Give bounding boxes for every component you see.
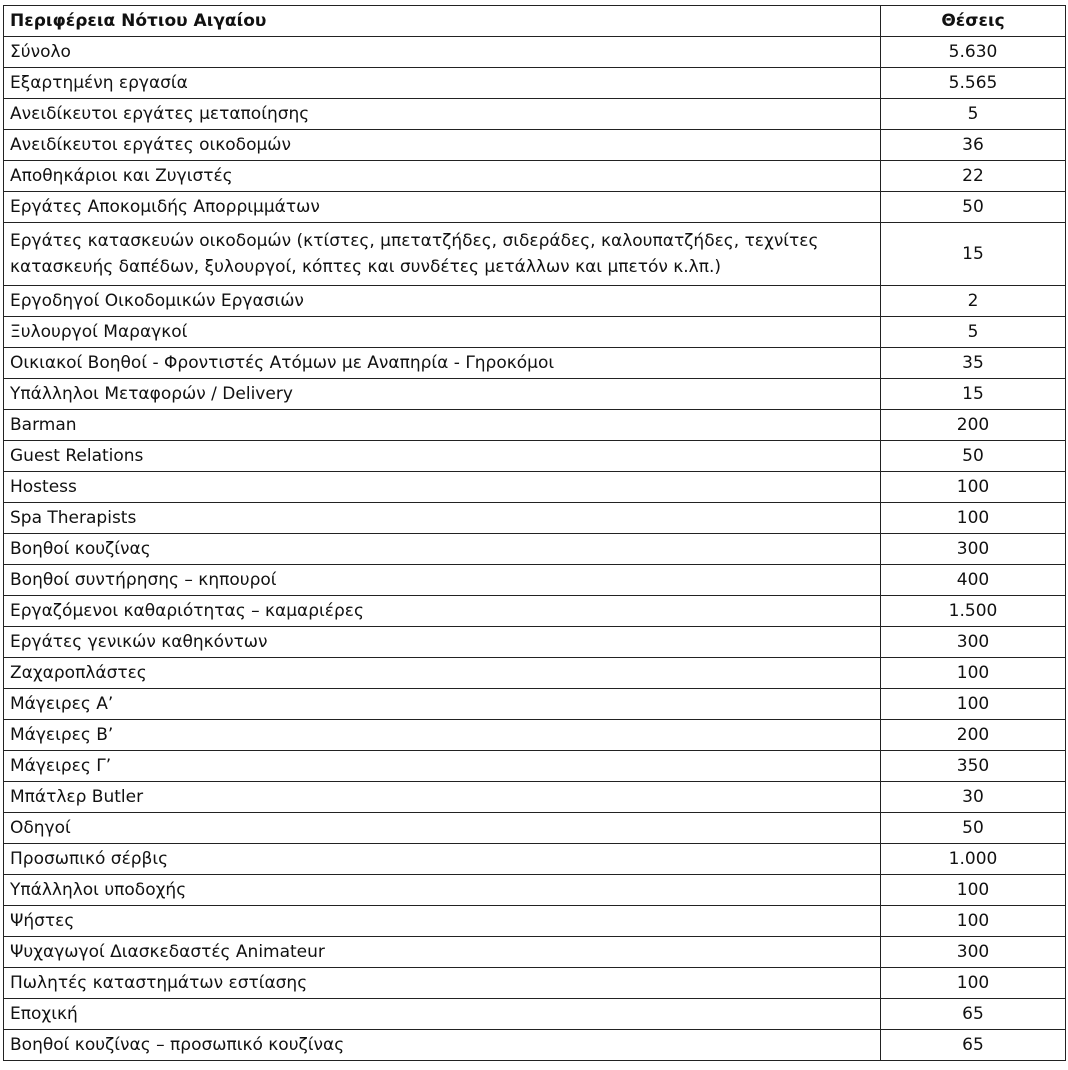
row-label: Ξυλουργοί Μαραγκοί (4, 317, 881, 348)
table-row (4, 720, 1066, 751)
table-row (4, 689, 1066, 720)
table-row (4, 813, 1066, 844)
row-value: 350 (881, 751, 1066, 782)
row-value: 15 (881, 379, 1066, 410)
row-label: Εργάτες κατασκευών οικοδομών (κτίστες, μπετατζήδες, σιδεράδες, καλουπατζήδες, τεχνίτες κατασκευής δαπέδων, ξυλουργοί, κόπτες και συνδέτες μετάλλων και μπετόν κ.λπ.) (4, 223, 881, 286)
row-label: Υπάλληλοι υποδοχής (4, 875, 881, 906)
row-value: 35 (881, 348, 1066, 379)
row-label: Εργαζόμενοι καθαριότητας – καμαριέρες (4, 596, 881, 627)
table-row (4, 348, 1066, 379)
row-value: 5 (881, 99, 1066, 130)
table-row (4, 627, 1066, 658)
table-row (4, 223, 1066, 286)
table-row (4, 192, 1066, 223)
row-value: 50 (881, 441, 1066, 472)
row-value: 400 (881, 565, 1066, 596)
row-value: 100 (881, 658, 1066, 689)
row-label: Ψυχαγωγοί Διασκεδαστές Animateur (4, 937, 881, 968)
row-value: 300 (881, 534, 1066, 565)
row-value: 36 (881, 130, 1066, 161)
row-value: 5 (881, 317, 1066, 348)
row-value: 22 (881, 161, 1066, 192)
row-value: 100 (881, 906, 1066, 937)
row-value: 100 (881, 968, 1066, 999)
row-label: Μάγειρες Γ’ (4, 751, 881, 782)
table-row (4, 565, 1066, 596)
table-row (4, 37, 1066, 68)
row-value: 100 (881, 689, 1066, 720)
row-label: Spa Therapists (4, 503, 881, 534)
row-value: 300 (881, 627, 1066, 658)
row-label: Εργοδηγοί Οικοδομικών Εργασιών (4, 286, 881, 317)
row-label: Barman (4, 410, 881, 441)
row-value: 200 (881, 720, 1066, 751)
row-value: 5.630 (881, 37, 1066, 68)
row-value: 100 (881, 875, 1066, 906)
row-value: 50 (881, 192, 1066, 223)
table-row (4, 658, 1066, 689)
table-row (4, 937, 1066, 968)
header-positions-label: Θέσεις (881, 6, 1066, 37)
table-row (4, 875, 1066, 906)
row-label: Οδηγοί (4, 813, 881, 844)
table-row (4, 1030, 1066, 1061)
row-value: 100 (881, 503, 1066, 534)
row-label: Υπάλληλοι Μεταφορών / Delivery (4, 379, 881, 410)
row-value: 100 (881, 472, 1066, 503)
row-value: 2 (881, 286, 1066, 317)
row-label: Εργάτες γενικών καθηκόντων (4, 627, 881, 658)
table-row (4, 999, 1066, 1030)
row-label: Αποθηκάριοι και Ζυγιστές (4, 161, 881, 192)
table-row (4, 751, 1066, 782)
row-label: Μπάτλερ Butler (4, 782, 881, 813)
row-value: 65 (881, 1030, 1066, 1061)
row-value: 50 (881, 813, 1066, 844)
row-label: Βοηθοί κουζίνας (4, 534, 881, 565)
row-value: 200 (881, 410, 1066, 441)
row-label: Εργάτες Αποκομιδής Απορριμμάτων (4, 192, 881, 223)
table-row (4, 68, 1066, 99)
row-label: Guest Relations (4, 441, 881, 472)
header-region-label: Περιφέρεια Νότιου Αιγαίου (4, 6, 881, 37)
row-value: 300 (881, 937, 1066, 968)
table-row (4, 410, 1066, 441)
job-positions-table (3, 5, 1066, 1061)
table-row (4, 441, 1066, 472)
row-label: Εποχική (4, 999, 881, 1030)
table-row (4, 906, 1066, 937)
row-label: Σύνολο (4, 37, 881, 68)
row-label: Ανειδίκευτοι εργάτες μεταποίησης (4, 99, 881, 130)
row-value: 1.000 (881, 844, 1066, 875)
row-value: 15 (881, 223, 1066, 286)
table-row (4, 286, 1066, 317)
table-row (4, 782, 1066, 813)
row-label: Βοηθοί συντήρησης – κηπουροί (4, 565, 881, 596)
row-label: Εξαρτημένη εργασία (4, 68, 881, 99)
table-row (4, 968, 1066, 999)
row-label: Ζαχαροπλάστες (4, 658, 881, 689)
table-row (4, 534, 1066, 565)
table-row (4, 161, 1066, 192)
table-row (4, 472, 1066, 503)
table-row (4, 844, 1066, 875)
row-label: Πωλητές καταστημάτων εστίασης (4, 968, 881, 999)
table-row (4, 379, 1066, 410)
row-value: 5.565 (881, 68, 1066, 99)
row-label: Ανειδίκευτοι εργάτες οικοδομών (4, 130, 881, 161)
row-label: Μάγειρες Β’ (4, 720, 881, 751)
row-label: Hostess (4, 472, 881, 503)
row-value: 30 (881, 782, 1066, 813)
row-label: Οικιακοί Βοηθοί - Φροντιστές Ατόμων με Αναπηρία - Γηροκόμοι (4, 348, 881, 379)
row-value: 65 (881, 999, 1066, 1030)
table-row (4, 596, 1066, 627)
table-row (4, 503, 1066, 534)
table-row (4, 317, 1066, 348)
table-row (4, 99, 1066, 130)
row-value: 1.500 (881, 596, 1066, 627)
table-row (4, 130, 1066, 161)
row-label: Ψήστες (4, 906, 881, 937)
row-label: Μάγειρες Α’ (4, 689, 881, 720)
row-label: Προσωπικό σέρβις (4, 844, 881, 875)
table-header-row (4, 6, 1066, 37)
row-label: Βοηθοί κουζίνας – προσωπικό κουζίνας (4, 1030, 881, 1061)
